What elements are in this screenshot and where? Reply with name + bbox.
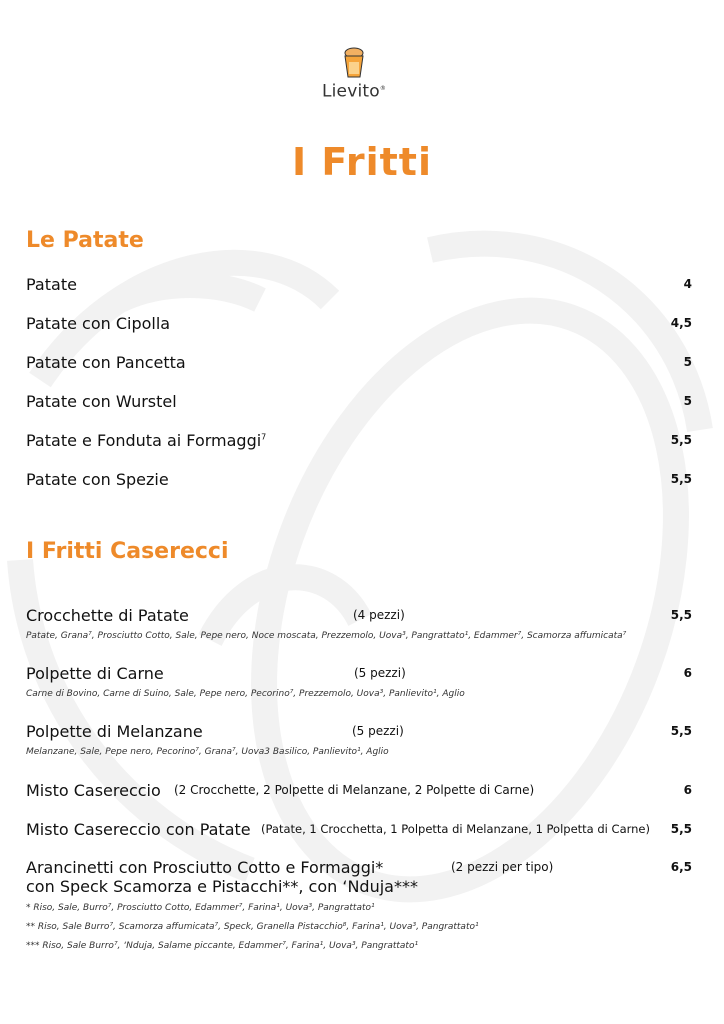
menu-item (26, 353, 692, 375)
item-price: 5 (683, 394, 692, 408)
item-price: 4,5 (670, 316, 692, 330)
item-name: Patate e Fonduta ai Formaggi (26, 431, 262, 450)
item-name: Misto Casereccio con Patate (26, 820, 251, 839)
item-name: Arancinetti con Prosciutto Cotto e Formaggi* (26, 858, 384, 877)
brand-logo (316, 44, 392, 104)
item-price: 5,5 (670, 472, 692, 486)
item-name: Patate con Wurstel (26, 392, 177, 411)
menu-item (26, 820, 692, 842)
item-ingredients: Melanzane, Sale, Pepe nero, Pecorino⁷, Grana⁷, Uova3 Basilico, Panlievito¹, Aglio (26, 747, 389, 757)
item-name: Polpette di Carne (26, 664, 164, 683)
item-price: 5,5 (670, 724, 692, 738)
item-name: Polpette di Melanzane (26, 722, 203, 741)
menu-item (26, 392, 692, 414)
item-quantity: (2 Crocchette, 2 Polpette di Melanzane, 2 Polpette di Carne) (174, 783, 535, 797)
item-quantity: (5 pezzi) (354, 666, 406, 680)
menu-item (26, 431, 692, 453)
section-title-caserecci: I Fritti Caserecci (26, 539, 229, 564)
menu-item (26, 470, 692, 492)
page-title: I Fritti (291, 140, 433, 184)
item-name-wrap (26, 431, 266, 450)
item-price: 4 (683, 277, 692, 291)
item-name: Crocchette di Patate (26, 606, 189, 625)
item-note: *** Riso, Sale Burro⁷, ‘Nduja, Salame piccante, Edammer⁷, Farina¹, Uova³, Pangrattato¹ (26, 941, 419, 951)
item-name-line2: con Speck Scamorza e Pistacchi**, con ‘Nduja*** (26, 877, 418, 896)
menu-item (26, 275, 692, 297)
item-note: * Riso, Sale, Burro⁷, Prosciutto Cotto, Edammer⁷, Farina¹, Uova³, Pangrattato¹ (26, 903, 375, 913)
glass-icon (339, 44, 369, 80)
item-price: 5,5 (670, 433, 692, 447)
item-ingredients: Patate, Grana⁷, Prosciutto Cotto, Sale, Pepe nero, Noce moscata, Prezzemolo, Uova³, Pangrattato¹, Edammer⁷, Scamorza affumicata⁷ (26, 631, 627, 641)
logo-mark: ® (379, 85, 387, 92)
item-price: 5,5 (670, 822, 692, 836)
item-name: Misto Casereccio (26, 781, 161, 800)
item-name: Patate (26, 275, 77, 294)
item-price: 5 (683, 355, 692, 369)
menu-item (26, 606, 692, 628)
item-quantity: (Patate, 1 Crocchetta, 1 Polpetta di Melanzane, 1 Polpetta di Carne) (261, 822, 650, 836)
allergen-sup: 7 (261, 432, 267, 442)
menu-item (26, 781, 692, 803)
menu-item (26, 314, 692, 336)
item-quantity: (4 pezzi) (353, 608, 405, 622)
menu-item (26, 664, 692, 686)
item-ingredients: Carne di Bovino, Carne di Suino, Sale, Pepe nero, Pecorino⁷, Prezzemolo, Uova³, Panlievito¹, Aglio (26, 689, 465, 699)
item-quantity: (2 pezzi per tipo) (451, 860, 554, 874)
item-price: 6,5 (670, 860, 692, 874)
item-name: Patate con Cipolla (26, 314, 171, 333)
section-title-patate: Le Patate (26, 228, 144, 253)
item-quantity: (5 pezzi) (352, 724, 404, 738)
item-name: Patate con Spezie (26, 470, 169, 489)
item-name: Patate con Pancetta (26, 353, 186, 372)
item-price: 5,5 (670, 608, 692, 622)
item-price: 6 (683, 783, 692, 797)
menu-item (26, 722, 692, 744)
logo-name: Lievito (321, 81, 380, 102)
logo-text (316, 80, 392, 101)
item-price: 6 (683, 666, 692, 680)
item-note: ** Riso, Sale Burro⁷, Scamorza affumicata⁷, Speck, Granella Pistacchio⁸, Farina¹, Uova³, Pangrattato¹ (26, 922, 479, 932)
